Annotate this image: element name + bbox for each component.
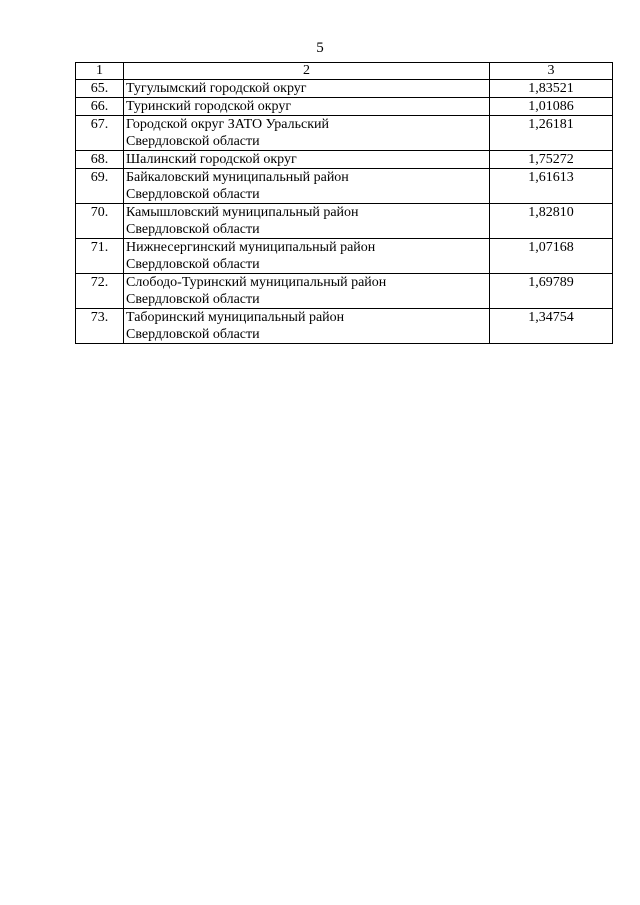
- row-number: 69.: [76, 169, 124, 204]
- municipality-name-line: Свердловской области: [126, 257, 260, 272]
- row-number: 67.: [76, 116, 124, 151]
- column-header-3: 3: [490, 63, 613, 80]
- coefficient-value: 1,83521: [490, 80, 613, 98]
- municipality-name: [124, 98, 490, 116]
- table-row: [76, 80, 613, 98]
- table-row: [76, 309, 613, 344]
- municipality-name-line: Свердловской области: [126, 292, 260, 307]
- data-table: [75, 62, 613, 344]
- municipality-name-line: Туринский городской округ: [126, 99, 292, 114]
- table-row: [76, 98, 613, 116]
- table-row: [76, 169, 613, 204]
- row-number: 66.: [76, 98, 124, 116]
- municipality-name: [124, 80, 490, 98]
- municipality-name: [124, 309, 490, 344]
- municipality-name-line: Свердловской области: [126, 134, 260, 149]
- municipality-name-line: Слободо-Туринский муниципальный район: [126, 275, 387, 290]
- coefficient-value: 1,34754: [490, 309, 613, 344]
- municipality-name: [124, 239, 490, 274]
- coefficient-value: 1,69789: [490, 274, 613, 309]
- row-number: 68.: [76, 151, 124, 169]
- row-number: 71.: [76, 239, 124, 274]
- municipality-name: [124, 274, 490, 309]
- municipality-name-line: Камышловский муниципальный район: [126, 205, 359, 220]
- coefficient-value: 1,75272: [490, 151, 613, 169]
- table-header-row: [76, 63, 613, 80]
- coefficient-value: 1,82810: [490, 204, 613, 239]
- municipality-name-line: Байкаловский муниципальный район: [126, 170, 349, 185]
- municipality-name-line: Свердловской области: [126, 222, 260, 237]
- municipality-name: [124, 116, 490, 151]
- table-row: [76, 116, 613, 151]
- row-number: 73.: [76, 309, 124, 344]
- table-row: [76, 151, 613, 169]
- column-header-1: 1: [76, 63, 124, 80]
- coefficient-value: 1,07168: [490, 239, 613, 274]
- coefficient-value: 1,26181: [490, 116, 613, 151]
- municipality-name: [124, 204, 490, 239]
- table-row: [76, 204, 613, 239]
- municipality-name-line: Свердловской области: [126, 327, 260, 342]
- row-number: 70.: [76, 204, 124, 239]
- coefficient-value: 1,01086: [490, 98, 613, 116]
- municipality-name: [124, 169, 490, 204]
- row-number: 65.: [76, 80, 124, 98]
- municipality-name-line: Тугулымский городской округ: [126, 81, 307, 96]
- table-row: [76, 239, 613, 274]
- municipality-name-line: Свердловской области: [126, 187, 260, 202]
- row-number: 72.: [76, 274, 124, 309]
- column-header-2: 2: [124, 63, 490, 80]
- municipality-name-line: Шалинский городской округ: [126, 152, 297, 167]
- municipality-name-line: Таборинский муниципальный район: [126, 310, 345, 325]
- page-number: 5: [316, 40, 324, 56]
- table-row: [76, 274, 613, 309]
- municipality-name: [124, 151, 490, 169]
- coefficient-value: 1,61613: [490, 169, 613, 204]
- municipality-name-line: Городской округ ЗАТО Уральский: [126, 117, 329, 132]
- municipality-name-line: Нижнесергинский муниципальный район: [126, 240, 376, 255]
